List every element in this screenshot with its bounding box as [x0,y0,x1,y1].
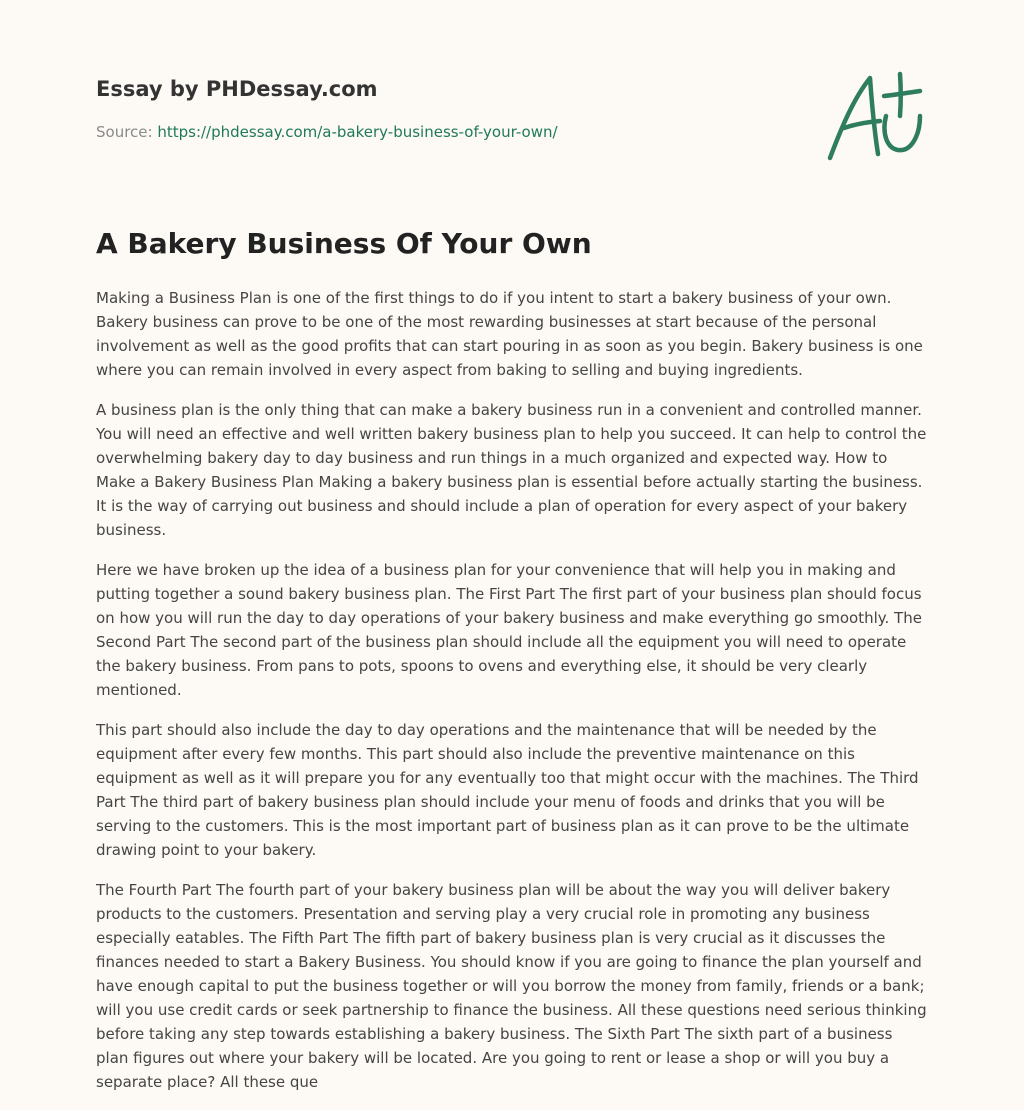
essay-paragraph: The Fourth Part The fourth part of your bakery business plan will be about the way you will deliver bakery products to the customers. Presentation and serving play a very crucial role in promoting any business especially eatables. The Fifth Part The fifth part of bakery business plan is very crucial as it discusses the finances needed to start a Bakery Business. You should know if you are going to finance the plan yourself and have enough capital to put the business together or will you borrow the money from family, friends or a bank; will you use credit cards or seek partnership to finance the business. All these questions need serious thinking before taking any step towards establishing a bakery business. The Sixth Part The sixth part of a business plan figures out where your bakery will be located. Are you going to rent or lease a shop or will you buy a separate place? All these que [96,881,927,1091]
source-label: Source: [96,123,158,141]
essay-content [96,224,928,1110]
essay-paragraph: This part should also include the day to day operations and the maintenance that will be needed by the equipment after every few months. This part should also include the preventive maintenance on this equipment as well as it will prepare you for any eventually too that might occur with the machines. The Third Part The third part of bakery business plan should include your menu of foods and drinks that you will be serving to the customers. This is the most important part of business plan as it can prove to be the ultimate drawing point to your bakery. [96,721,919,859]
essay-paragraph: A business plan is the only thing that can make a bakery business run in a convenient and controlled manner. You will need an effective and well written bakery business plan to help you succeed. It can help to control the overwhelming bakery day to day business and run things in a much organized and expected way. How to Make a Bakery Business Plan Making a bakery business plan is essential before actually starting the business. It is the way of carrying out business and should include a plan of operation for every aspect of your bakery business. [96,401,927,539]
page-header [96,74,796,142]
source-line [96,122,796,142]
essay-paragraph: Here we have broken up the idea of a business plan for your convenience that will help you in making and putting together a sound bakery business plan. The First Part The first part of your business plan should focus on how you will run the day to day operations of your bakery business and make everything go smoothly. The Second Part The second part of the business plan should include all the equipment you will need to operate the bakery business. From pans to pots, spoons to ovens and everything else, it should be very clearly mentioned. [96,561,922,699]
essay-title: A Bakery Business Of Your Own [96,227,592,260]
a-plus-grade-icon [822,66,932,166]
source-link[interactable]: https://phdessay.com/a-bakery-business-of-your-own/ [157,123,558,141]
site-title: Essay by PHDessay.com [96,77,378,101]
essay-paragraph: Making a Business Plan is one of the first things to do if you intent to start a bakery business of your own. Bakery business can prove to be one of the most rewarding businesses at start because of the personal involvement as well as the good profits that can start pouring in as soon as you begin. Bakery business is one where you can remain involved in every aspect from baking to selling and buying ingredients. [96,289,923,379]
